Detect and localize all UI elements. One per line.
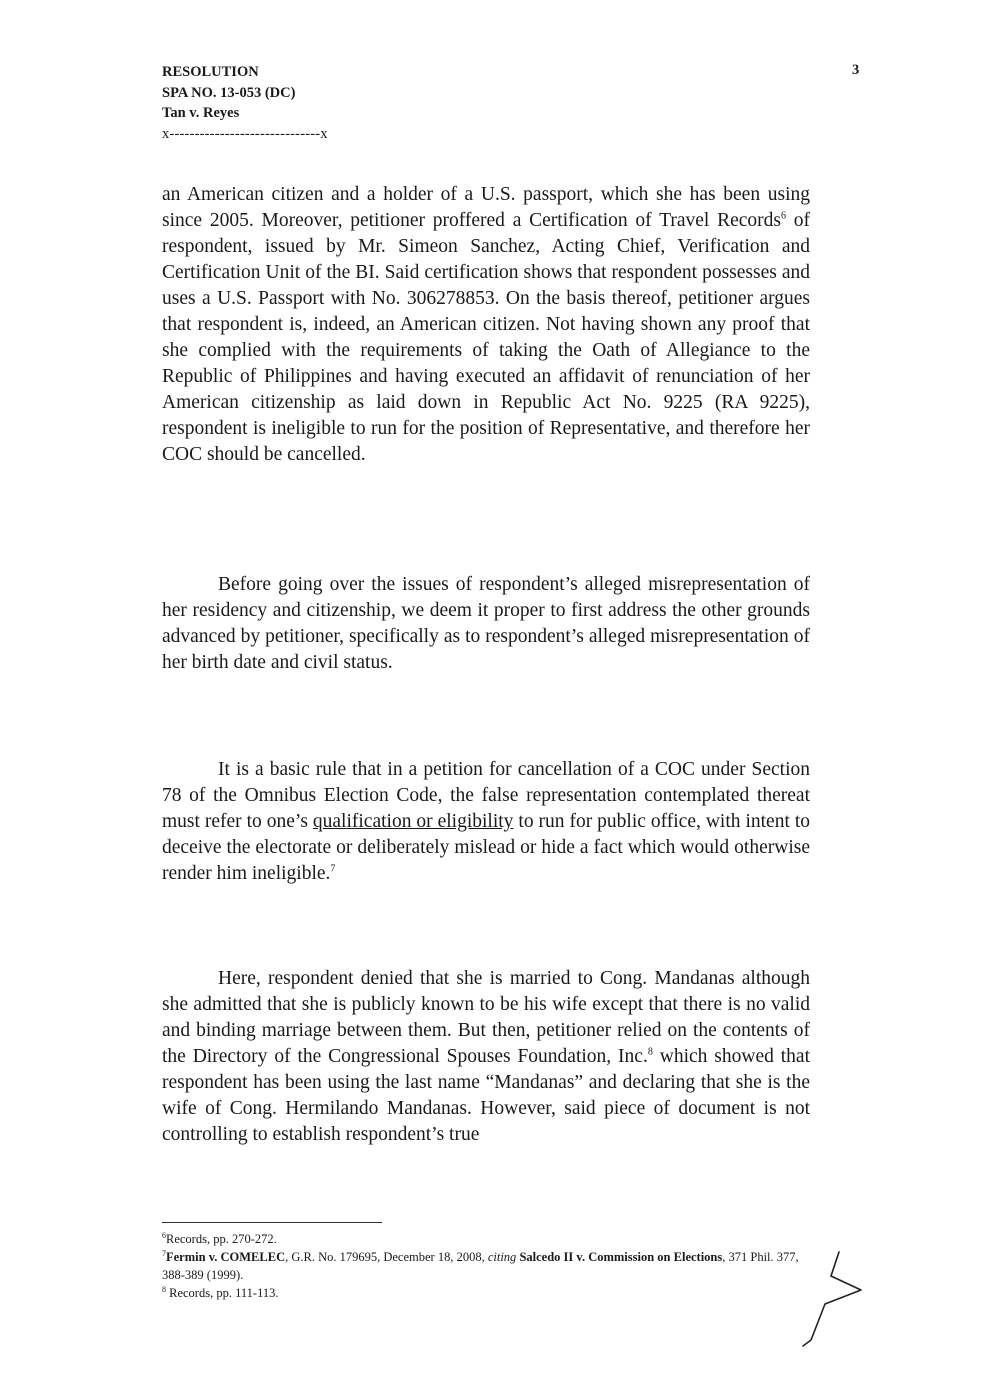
header-title: RESOLUTION — [162, 64, 259, 80]
footnote-ref-7: 7 — [330, 863, 336, 875]
header-case-title: Tan v. Reyes — [162, 105, 240, 121]
footnote-8: $^8$ Records, pp. 111-113. — [162, 1284, 279, 1300]
paragraph-3: It is a basic rule that in a petition for cancellation of a COC under Section 78 of the Omnibus Election Code, the false representation contemplated thereat must refer to one’s qualification or eligibility to run for public office, with intent to deceive the electorate or deliberately mislead or hide a fact which would otherwise render him ineligible.$^7$ — [162, 759, 810, 884]
footnotes — [162, 1230, 822, 1302]
footnote-ref-8: 8 — [647, 1046, 653, 1058]
underlined-phrase: qualification or eligibility — [312, 811, 514, 832]
paragraph-4: Here, respondent denied that she is married to Cong. Mandanas although she admitted that she is publicly known to be his wife except that there is no valid and binding marriage between them. But then, petitioner relied on the contents of the Directory of the Congressional Spouses Foundation, Inc.$^8$ which showed that respondent has been using the last name “Mandanas” and declaring that she is the wife of Cong. Hermilando Mandanas. However, said piece of document is not controlling to establish respondent’s true — [162, 968, 810, 1145]
footnote-ref-6: 6 — [780, 210, 786, 222]
footnote-6: $^6$Records, pp. 270-272. — [162, 1230, 277, 1246]
footnote-divider — [162, 1222, 382, 1223]
header-separator: x------------------------------x — [162, 125, 328, 142]
footnote-7: $^7$Fermin v. COMELEC, G.R. No. 179695, December 18, 2008, citing Salcedo II v. Commission on Elections, 371 Phil. 377, 388-389 (1999). — [162, 1248, 799, 1282]
paragraph-1: an American citizen and a holder of a U.S. passport, which she has been using since 2005. Moreover, petitioner proffered a Certification of Travel Records$^6$ of respondent, issued by Mr. Simeon Sanchez, Acting Chief, Verification and Certification Unit of the BI. Said certification shows that respondent possesses and uses a U.S. Passport with No. 306278853. On the basis thereof, petitioner argues that respondent is, indeed, an American citizen. Not having shown any proof that she complied with the requirements of taking the Oath of Allegiance to the Republic of Philippines and having executed an affidavit of renunciation of her American citizenship as laid down in Republic Act No. 9225 (RA 9225), respondent is ineligible to run for the position of Representative, and therefore her COC should be cancelled. — [162, 184, 810, 465]
paragraph-2: Before going over the issues of respondent’s alleged misrepresentation of her residency and citizenship, we deem it proper to first address the other grounds advanced by petitioner, specifically as to respondent’s alleged misrepresentation of her birth date and civil status. — [162, 574, 810, 673]
header-case-number: SPA NO. 13-053 (DC) — [162, 84, 296, 101]
signature-stroke — [803, 1252, 861, 1346]
page-number: 3 — [852, 62, 860, 78]
document-header — [162, 62, 328, 144]
signature-mark — [795, 1248, 870, 1348]
